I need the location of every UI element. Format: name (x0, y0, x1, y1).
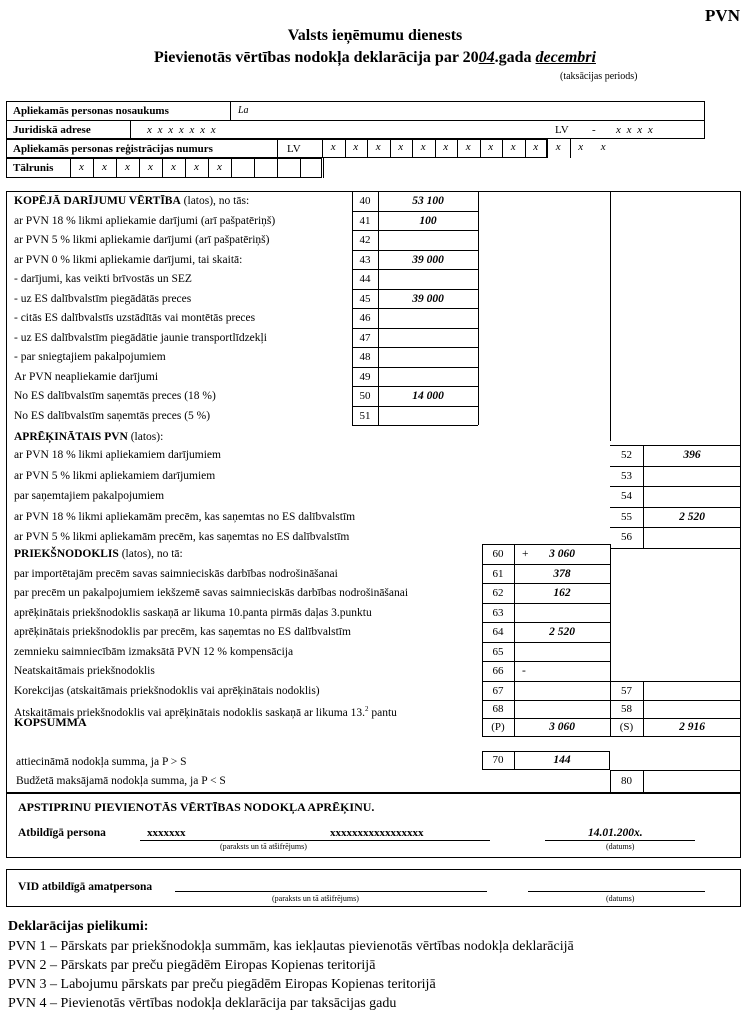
section2-label: par saņemtajiem pakalpojumiem (14, 490, 165, 502)
row-code: 42 (359, 234, 371, 246)
row-value[interactable]: 2 520 (679, 510, 705, 523)
row-code: 67 (492, 684, 504, 697)
sign-note: (paraksts un tā atšifrējums) (220, 842, 307, 851)
total-label: KOPSUMMA (14, 714, 87, 729)
phone-digit[interactable]: x (171, 161, 176, 173)
section1-label: No ES dalībvalstīm saņemtās preces (5 %) (14, 409, 211, 422)
total-s-code: (S) (619, 720, 634, 733)
row-code: 63 (492, 606, 504, 619)
phone-digit[interactable]: x (194, 161, 199, 173)
reg-digit[interactable]: x (488, 141, 494, 153)
phone-digit[interactable]: x (102, 161, 107, 173)
refund-code: 70 (492, 754, 504, 766)
attachment-item: PVN 3 – Labojumu pārskats par preču piegādēm Eiropas Kopienas teritorijā (8, 977, 436, 992)
section2-label: ar PVN 18 % likmi apliekamiem darījumiem (14, 449, 221, 461)
row-sign: - (522, 665, 526, 677)
reg-digit[interactable]: x (443, 141, 449, 153)
row-code: 45 (359, 292, 371, 305)
row-code: 46 (359, 312, 371, 324)
name-label: Apliekamās personas nosaukums (13, 105, 169, 117)
confirm-title: APSTIPRINU PIEVIENOTĀS VĒRTĪBAS NODOKĻA APRĒĶINU. (18, 800, 375, 814)
row-value[interactable]: 14 000 (412, 390, 444, 402)
row-value[interactable]: 53 100 (412, 195, 444, 207)
attachment-item: PVN 2 – Pārskats par preču piegādēm Eiropas Kopienas teritorijā (8, 958, 376, 973)
row-value[interactable]: 3 060 (549, 548, 575, 560)
row-code: 51 (359, 409, 371, 422)
name-value[interactable]: La (238, 105, 249, 116)
row-value[interactable]: 162 (553, 587, 571, 599)
section1-label: ar PVN 5 % likmi apliekamie darījumi (arī pašpatēriņš) (14, 234, 270, 246)
address-dash: - (592, 124, 596, 136)
row-code: 65 (492, 645, 504, 658)
section1-label: - darījumi, kas veikti brīvostās un SEZ (14, 273, 192, 285)
reg-digit[interactable]: x (533, 141, 539, 153)
vid-sign-note: (paraksts un tā atšifrējums) (272, 894, 359, 903)
row-value[interactable]: 39 000 (412, 253, 444, 266)
address-lv: LV (555, 124, 569, 136)
reg-digit[interactable]: x (420, 141, 426, 153)
reg-digit[interactable]: x (555, 141, 561, 153)
total-s-value[interactable]: 2 916 (679, 720, 705, 733)
reg-digit[interactable]: x (353, 141, 359, 153)
section2-label: ar PVN 18 % likmi apliekamām precēm, kas saņemtas no ES dalībvalstīm (14, 510, 356, 523)
date-value[interactable]: 14.01.200x. (588, 827, 643, 839)
row-code: 40 (359, 195, 371, 207)
section1-label: No ES dalībvalstīm saņemtās preces (18 %) (14, 390, 216, 402)
section1-label: ar PVN 18 % likmi apliekamie darījumi (arī pašpatēriņš) (14, 214, 276, 227)
reg-digit[interactable]: x (510, 141, 516, 153)
corrections-label: Korekcijas (atskaitāmais priekšnodoklis vai aprēķinātais nodoklis) (14, 684, 320, 697)
reg-digit[interactable]: x (465, 141, 471, 153)
pay-label: Budžetā maksājamā nodokļa summa, ja P < S (16, 775, 226, 787)
row-code: 54 (621, 490, 632, 502)
section3-label: zemnieku saimniecībām izmaksātā PVN 12 % kompensācija (14, 645, 294, 658)
row-code: 60 (492, 548, 504, 560)
row-code: 58 (621, 702, 632, 715)
row-sign: + (522, 548, 529, 560)
form-code: PVN (705, 6, 740, 25)
vid-label: VID atbildīgā amatpersona (18, 881, 153, 893)
row-code: 68 (492, 702, 504, 715)
person-x1[interactable]: xxxxxxx (147, 827, 186, 839)
row-code: 48 (359, 351, 371, 363)
reg-digit[interactable]: x (330, 141, 336, 153)
title-declaration: Pievienotās vērtības nodokļa deklarācija par 2004.gada decembri (154, 49, 596, 66)
row-code: 64 (492, 626, 504, 638)
person-label: Atbildīgā persona (18, 827, 106, 839)
attachment-item: PVN 1 – Pārskats par priekšnodokļa summām, kas iekļautas pievienotās vērtības nodokļa deklarācijā (8, 939, 574, 954)
section1-label: - par sniegtajiem pakalpojumiem (14, 351, 166, 363)
section3-label: Neatskaitāmais priekšnodoklis (14, 665, 155, 677)
section3-label: par importētajām precēm savas saimnieciskās darbības nodrošināšanai (14, 567, 338, 580)
address-value[interactable]: x x x x x x x (147, 124, 216, 136)
row-code: 43 (359, 253, 371, 266)
section1-label: Ar PVN neapliekamie darījumi (14, 370, 159, 383)
row-value[interactable]: 396 (683, 449, 701, 461)
section1-label: - citās ES dalībvalstīs uzstādītās vai montētās preces (14, 312, 256, 324)
row-code: 52 (621, 449, 632, 461)
phone-digit[interactable]: x (148, 161, 153, 173)
refund-label: attiecināmā nodokļa summa, ja P > S (16, 756, 187, 768)
total-p-code: (P) (491, 720, 505, 733)
reg-digit[interactable]: x (578, 141, 584, 153)
section2-label: ar PVN 5 % likmi apliekamām precēm, kas saņemtas no ES dalībvalstīm (14, 531, 350, 543)
row-code: 57 (621, 684, 632, 697)
refund-value[interactable]: 144 (553, 754, 571, 766)
title-authority: Valsts ieņēmumu dienests (287, 27, 463, 44)
reg-label: Apliekamās personas reģistrācijas numurs (13, 143, 213, 155)
pay-code: 80 (621, 775, 632, 787)
row-code: 55 (621, 510, 632, 523)
row-code: 66 (492, 665, 504, 677)
row-code: 50 (359, 390, 371, 402)
attachments-title: Deklarācijas pielikumi: (8, 919, 149, 934)
article-label: Atskaitāmais priekšnodoklis vai aprēķinātais nodoklis saskaņā ar likuma 13.$^2$ pantu (14, 704, 397, 719)
section2-title: APRĒĶINĀTAIS PVN (latos): (14, 431, 164, 443)
row-code: 53 (621, 469, 632, 482)
attachment-item: PVN 4 – Pievienotās vērtības nodokļa deklarācija par taksācijas gadu (8, 996, 397, 1011)
postal-code[interactable]: x x x x (616, 124, 653, 136)
phone-digit[interactable]: x (125, 161, 130, 173)
reg-lv: LV (287, 143, 301, 155)
reg-digit[interactable]: x (600, 141, 606, 153)
row-value[interactable]: 39 000 (412, 292, 444, 305)
period-note: (taksācijas periods) (560, 71, 638, 82)
total-p-value[interactable]: 3 060 (549, 720, 575, 733)
phone-digit[interactable]: x (79, 161, 84, 173)
section1-label: ar PVN 0 % likmi apliekamie darījumi, tai skaitā: (14, 253, 243, 266)
year-fill: 04 (478, 49, 495, 66)
row-value[interactable]: 2 520 (549, 626, 575, 638)
vid-sign-line[interactable] (175, 891, 487, 892)
vid-date-line[interactable] (528, 891, 705, 892)
section1-label: KOPĒJĀ DARĪJUMU VĒRTĪBA (latos), no tās: (14, 195, 250, 207)
row-value[interactable]: 378 (553, 567, 571, 580)
row-code: 41 (359, 214, 371, 227)
reg-digit[interactable]: x (375, 141, 381, 153)
section1-label: - uz ES dalībvalstīm piegādātās preces (14, 292, 192, 305)
reg-digit[interactable]: x (398, 141, 404, 153)
section1-label: - uz ES dalībvalstīm piegādātie jaunie transportlīdzekļi (14, 331, 267, 344)
person-x2[interactable]: xxxxxxxxxxxxxxxxx (330, 827, 424, 839)
row-code: 44 (359, 273, 371, 285)
row-code: 61 (492, 567, 504, 580)
row-code: 62 (492, 587, 504, 599)
phone-label: Tālrunis (13, 162, 54, 174)
section2-label: ar PVN 5 % likmi apliekamiem darījumiem (14, 469, 216, 482)
vid-date-note: (datums) (606, 894, 635, 903)
month-fill: decembri (535, 49, 596, 66)
section3-label: PRIEKŠNODOKLIS (latos), no tā: (14, 548, 183, 560)
row-code: 49 (359, 370, 371, 383)
section3-label: aprēķinātais priekšnodoklis saskaņā ar likuma 10.panta pirmās daļas 3.punktu (14, 606, 372, 619)
row-code: 56 (621, 531, 632, 543)
row-value[interactable]: 100 (419, 214, 437, 227)
date-note: (datums) (606, 842, 635, 851)
phone-digit[interactable]: x (217, 161, 222, 173)
address-label: Juridiskā adrese (13, 124, 91, 136)
section3-label: par precēm un pakalpojumiem iekšzemē savas saimnieciskās darbības nodrošināšanai (14, 587, 409, 599)
section3-label: aprēķinātais priekšnodoklis par precēm, kas saņemtas no ES dalībvalstīm (14, 626, 351, 638)
row-code: 47 (359, 331, 371, 344)
